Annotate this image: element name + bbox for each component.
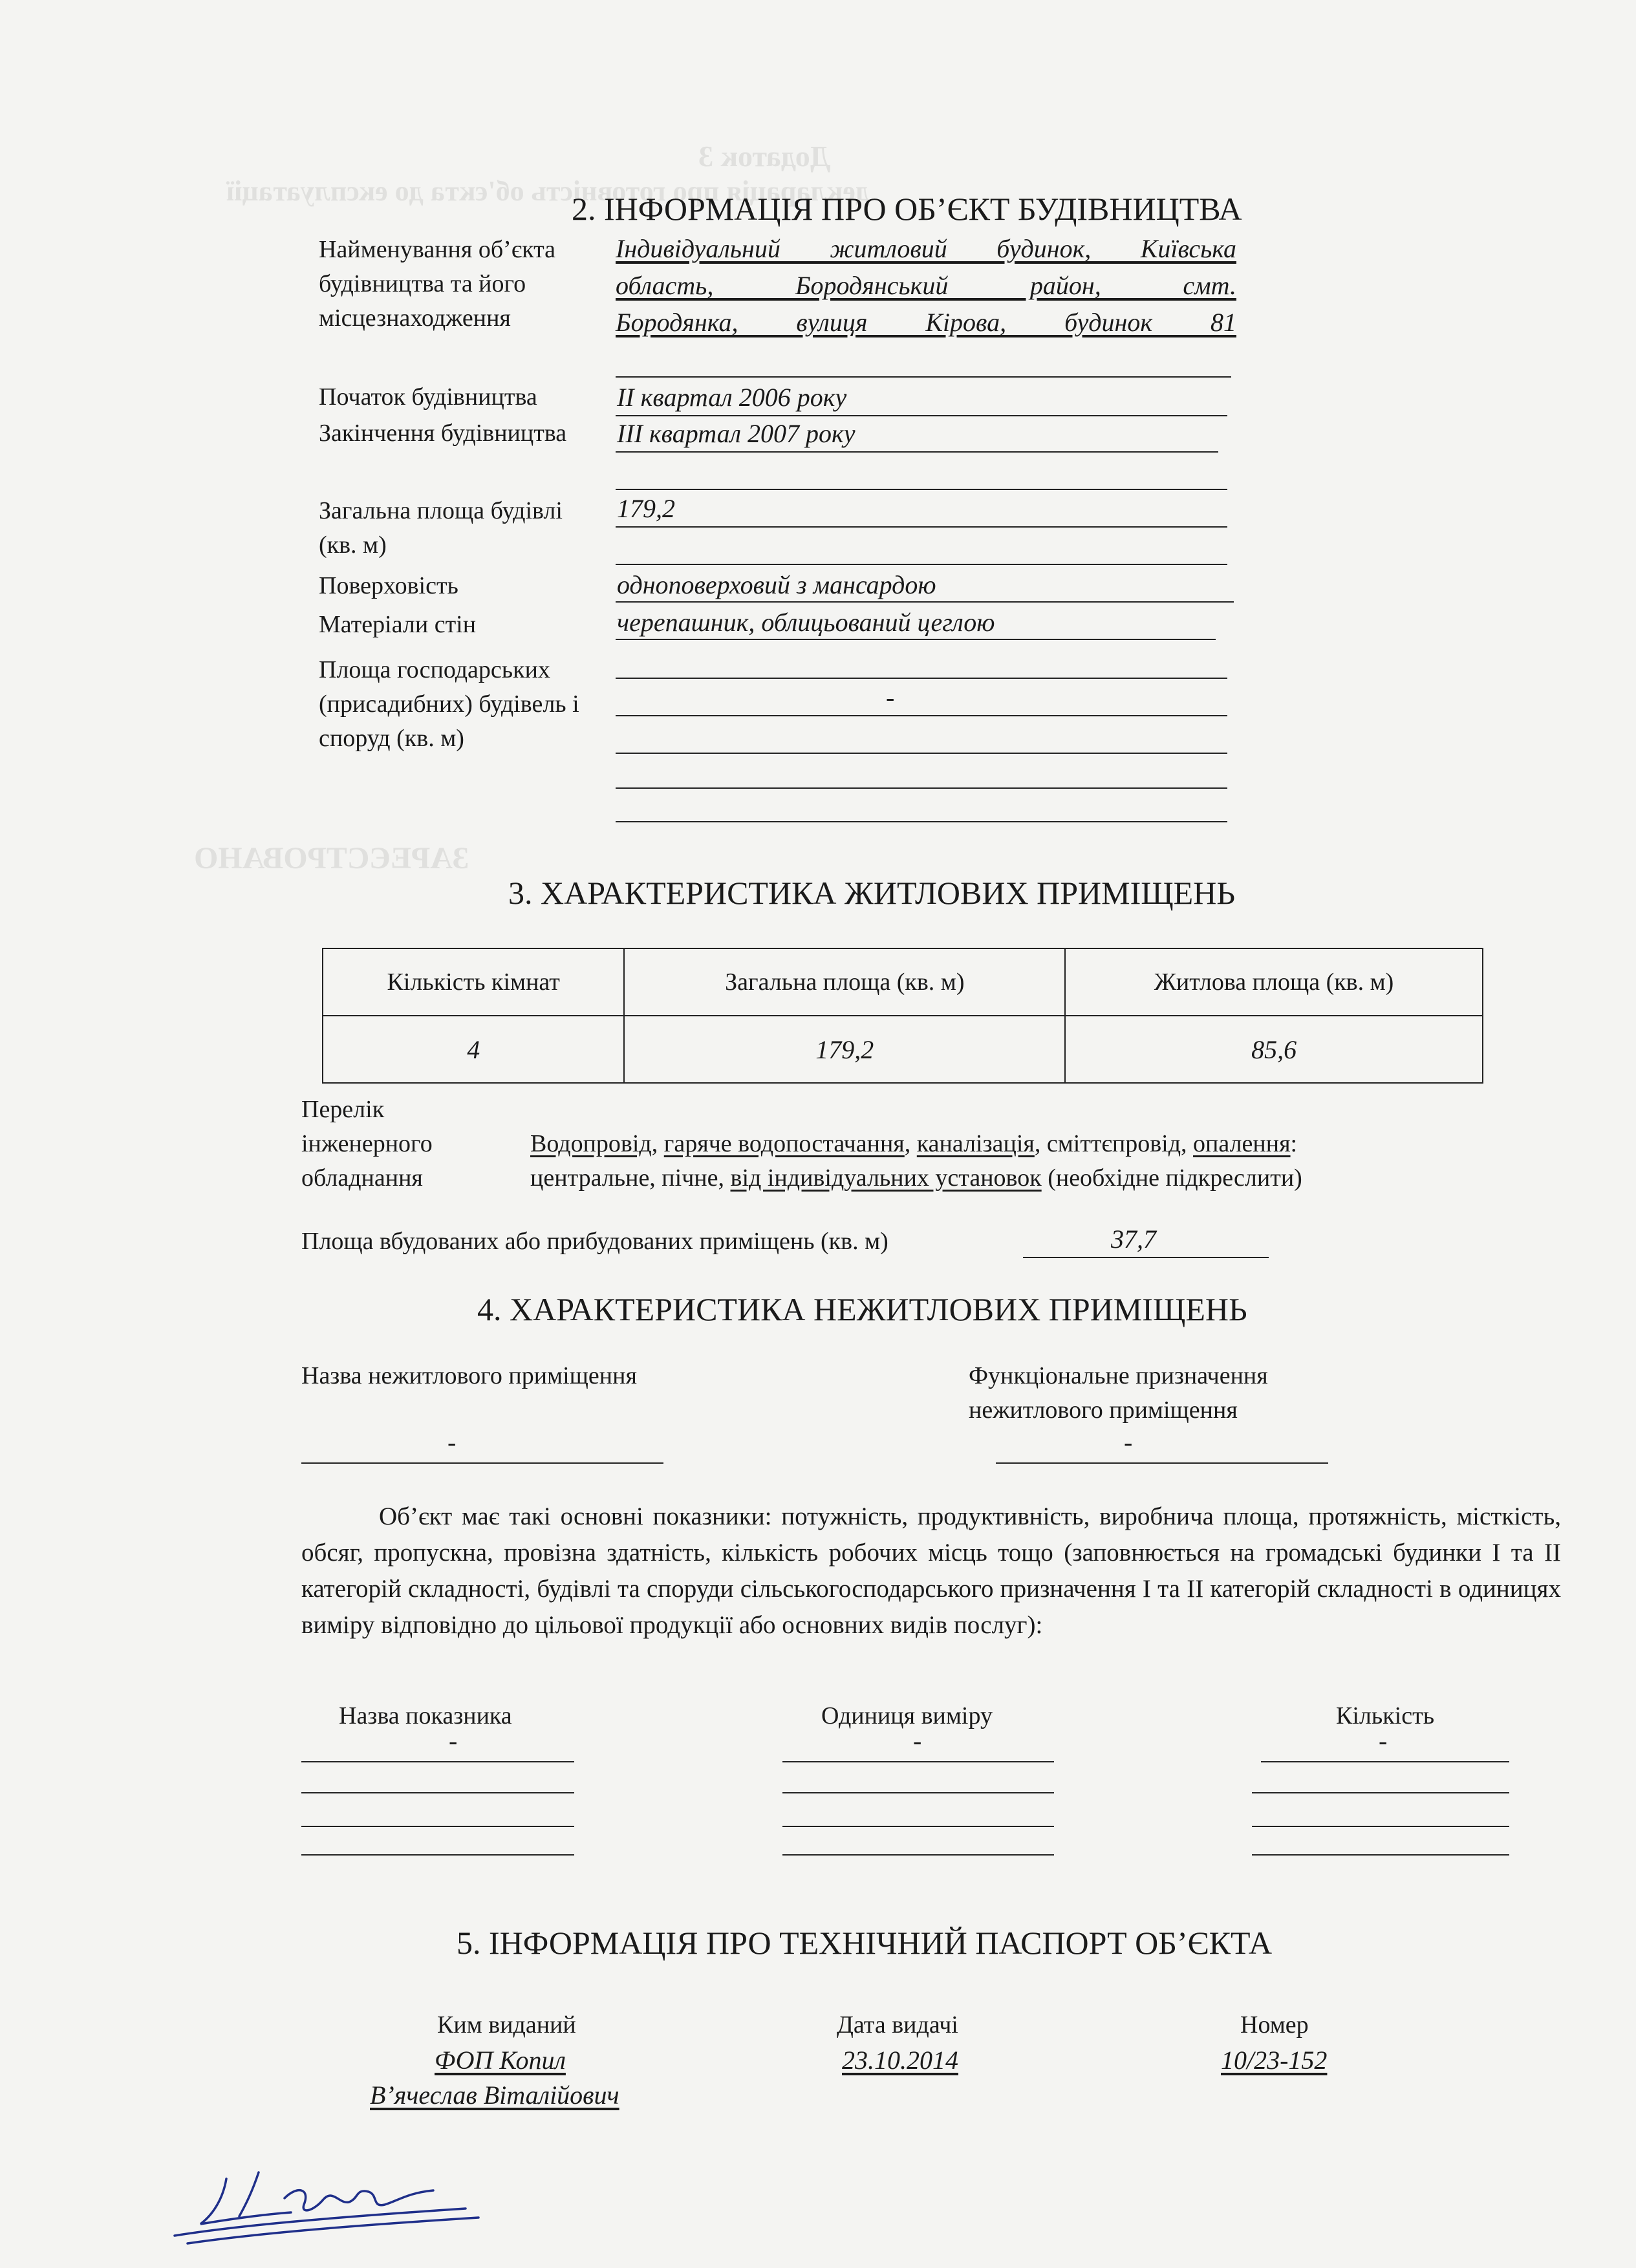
indicator-unit-header: Одиниця виміру	[821, 1702, 993, 1729]
blank-line	[1252, 1792, 1509, 1793]
engineering-equipment-label: Перелік інженерного обладнання	[301, 1096, 433, 1192]
blank-line	[782, 1854, 1054, 1856]
number-value: 10/23-152	[1221, 2046, 1328, 2075]
blank-line	[616, 601, 1234, 603]
blank-line	[616, 753, 1227, 754]
blank-line	[616, 526, 1227, 528]
built-in-area-value: 37,7	[1111, 1225, 1156, 1254]
table-row	[323, 1016, 1483, 1083]
wall-materials-label: Матеріали стін	[319, 611, 477, 638]
blank-line	[616, 678, 1227, 679]
total-area-value: 179,2	[617, 494, 675, 523]
signature-image	[162, 2153, 498, 2250]
non-residential-purpose-value: -	[1124, 1428, 1133, 1457]
indicator-name-value: -	[449, 1726, 458, 1755]
indicator-name-header: Назва показника	[339, 1702, 512, 1729]
blank-line	[616, 639, 1216, 640]
indicator-unit-value: -	[913, 1726, 922, 1755]
object-name-line-3: Бородянка, вулиця Кірова, будинок 81	[616, 308, 1236, 337]
indicator-quantity-value: -	[1379, 1726, 1388, 1755]
bleed-through-text: Додаток 3	[698, 140, 831, 173]
total-area-header: Загальна площа (кв. м)	[624, 948, 1065, 1016]
blank-line	[616, 564, 1227, 565]
blank-line	[1023, 1257, 1269, 1258]
blank-line	[782, 1761, 1054, 1762]
blank-line	[616, 715, 1227, 716]
blank-line	[616, 376, 1231, 378]
engineering-equipment-line-1: Водопровід, гаряче водопостачання, каналізація, сміттєпровід, опалення:	[530, 1130, 1298, 1157]
bleed-through-text: декларація про готовність об'єкта до експлуатації	[226, 175, 870, 207]
construction-end-value: ІІІ квартал 2007 року	[617, 419, 856, 448]
blank-line	[1252, 1826, 1509, 1827]
floors-label: Поверховість	[319, 572, 458, 599]
blank-line	[996, 1462, 1328, 1464]
indicator-quantity-header: Кількість	[1336, 1702, 1435, 1729]
construction-start-value: ІІ квартал 2006 року	[617, 383, 847, 412]
issue-date-label: Дата видачі	[837, 2011, 958, 2038]
section-4-heading: 4. ХАРАКТЕРИСТИКА НЕЖИТЛОВИХ ПРИМІЩЕНЬ	[477, 1291, 1247, 1327]
object-name-label: Найменування об’єкта будівництва та його місцезнаходження	[319, 236, 556, 332]
number-label: Номер	[1240, 2011, 1309, 2038]
rooms-count-value: 4	[323, 1016, 624, 1083]
residential-premises-table	[322, 948, 1483, 1084]
issued-by-value-line-1: ФОП Копил	[435, 2046, 566, 2075]
auxiliary-buildings-area-value: -	[886, 683, 895, 712]
section-3-heading: 3. ХАРАКТЕРИСТИКА ЖИТЛОВИХ ПРИМІЩЕНЬ	[508, 875, 1236, 911]
blank-line	[1252, 1854, 1509, 1856]
issued-by-value-line-2: В’ячеслав Віталійович	[370, 2081, 619, 2110]
section-5-heading: 5. ІНФОРМАЦІЯ ПРО ТЕХНІЧНИЙ ПАСПОРТ ОБ’ЄКТА	[457, 1925, 1273, 1961]
blank-line	[616, 787, 1227, 789]
blank-line	[301, 1462, 663, 1464]
non-residential-purpose-header: Функціональне призначення нежитлового приміщення	[969, 1362, 1268, 1424]
blank-line	[301, 1761, 574, 1762]
construction-start-label: Початок будівництва	[319, 383, 537, 411]
total-area-label: Загальна площа будівлі (кв. м)	[319, 497, 563, 559]
auxiliary-buildings-area-label: Площа господарських (присадибних) будівель і споруд (кв. м)	[319, 656, 579, 752]
issued-by-label: Ким виданий	[437, 2011, 576, 2038]
non-residential-name-header: Назва нежитлового приміщення	[301, 1362, 637, 1389]
living-area-header: Житлова площа (кв. м)	[1065, 948, 1483, 1016]
built-in-area-label: Площа вбудованих або прибудованих приміщень (кв. м)	[301, 1228, 888, 1255]
blank-line	[782, 1792, 1054, 1793]
non-residential-name-value: -	[447, 1428, 457, 1457]
engineering-equipment-line-2: центральне, пічне, від індивідуальних установок (необхідне підкреслити)	[530, 1164, 1302, 1192]
blank-line	[616, 821, 1227, 822]
blank-line	[616, 451, 1218, 453]
blank-line	[301, 1826, 574, 1827]
blank-line	[301, 1854, 574, 1856]
indicators-paragraph: Об’єкт має такі основні показники: потужність, продуктивність, виробнича площа, протяжність, місткість, обсяг, пропускна, провізна здатність, кількість робочих місць тощо (заповнюється на громадські будинки І та ІІ категорій складності, будівлі та споруди сільськогосподарського призначення І та ІІ категорій складності в одиницях виміру відповідно до цільової продукції або основних видів послуг):	[301, 1503, 1561, 1639]
living-area-value: 85,6	[1065, 1016, 1483, 1083]
rooms-count-header: Кількість кімнат	[323, 948, 624, 1016]
blank-line	[782, 1826, 1054, 1827]
blank-line	[616, 489, 1227, 490]
object-name-line-2: область, Бородянський район, смт.	[616, 271, 1236, 300]
construction-end-label: Закінчення будівництва	[319, 420, 567, 447]
section-2-heading: 2. ІНФОРМАЦІЯ ПРО ОБ’ЄКТ БУДІВНИЦТВА	[572, 191, 1242, 227]
object-name-line-1: Індивідуальний житловий будинок, Київська	[616, 234, 1236, 263]
total-area-value: 179,2	[624, 1016, 1065, 1083]
wall-materials-value: черепашник, облицьований цеглою	[617, 608, 995, 637]
issue-date-value: 23.10.2014	[842, 2046, 958, 2075]
bleed-through-text: ЗАРЕЄСТРОВАНО	[194, 841, 469, 875]
blank-line	[1261, 1761, 1509, 1762]
floors-value: одноповерховий з мансардою	[617, 570, 936, 599]
blank-line	[301, 1792, 574, 1793]
